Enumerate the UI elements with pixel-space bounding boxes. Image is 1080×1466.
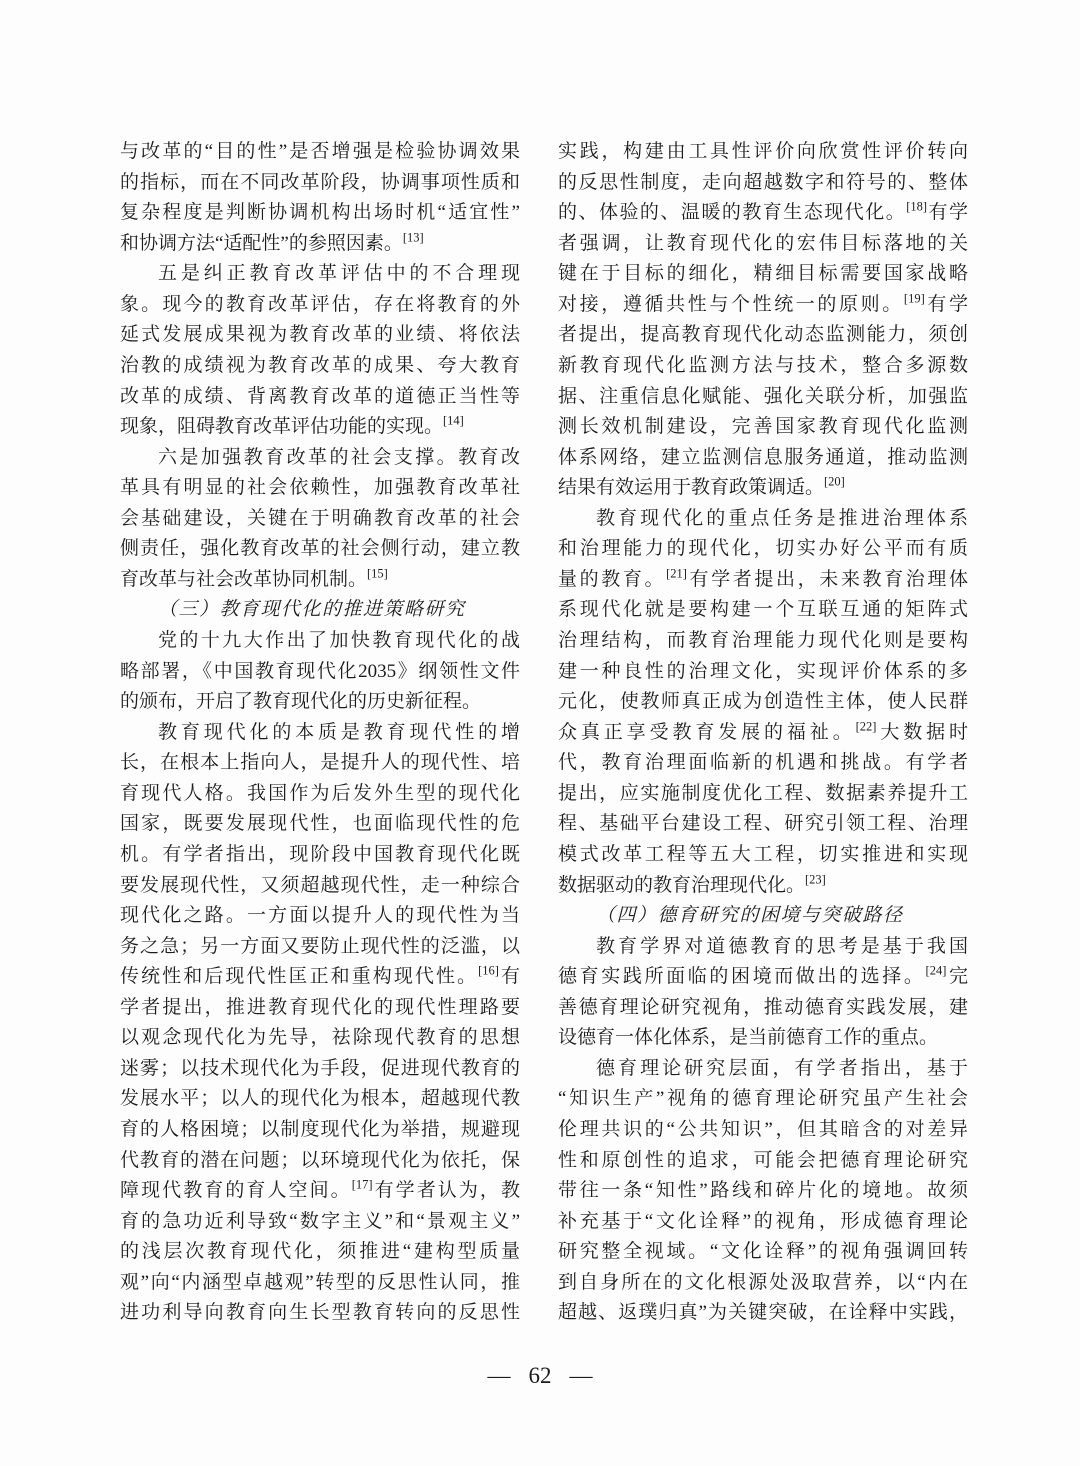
text-line: 机。有学者指出，现阶段中国教育现代化既 xyxy=(120,843,520,865)
text-line: 学者提出，推进教育现代化的现代性理路要 xyxy=(120,996,520,1018)
text-line: 和协调方法“适配性”的参照因素。[13] xyxy=(120,230,424,254)
text-line: 革具有明显的社会依赖性，加强教育改革社 xyxy=(120,477,520,499)
text-line: 治教的成绩视为教育改革的成果、夸大教育 xyxy=(120,354,520,376)
page-footer xyxy=(0,1363,1080,1389)
text-line: 复杂程度是判断协调机构出场时机“适宜性” xyxy=(120,202,520,224)
text-line: 设德育一体化体系，是当前德育工作的重点。 xyxy=(558,1027,939,1049)
text-line: 育的人格困境；以制度现代化为举措，规避现 xyxy=(120,1119,520,1140)
text-line: 教育学界对道德教育的思考是基于我国 xyxy=(596,935,968,957)
text-line: 测长效机制建设，完善国家教育现代化监测 xyxy=(558,416,968,438)
footer-right-dash: — xyxy=(569,1363,593,1388)
text-line: 传统性和后现代性匡正和重构现代性。[16]有 xyxy=(120,963,520,988)
text-line: 现代化之路。一方面以提升人的现代性为当 xyxy=(120,905,520,927)
text-line: 以观念现代化为先导，祛除现代教育的思想 xyxy=(120,1027,520,1049)
text-line: 量的教育。[21]有学者提出，未来教育治理体 xyxy=(558,566,968,590)
text-line: 发展水平；以人的现代化为根本，超越现代教 xyxy=(120,1088,520,1110)
text-line: 德育实践所面临的困境而做出的选择。[24]完 xyxy=(558,963,968,988)
citation-ref: [23] xyxy=(805,872,826,887)
page-number: 62 xyxy=(528,1363,552,1388)
text-line: 观”向“内涵型卓越观”转型的反思性认同，推 xyxy=(120,1271,520,1293)
citation-ref: [17] xyxy=(351,1177,373,1192)
text-line: 育现代人格。我国作为后发外生型的现代化 xyxy=(120,782,520,804)
text-line: 要发展现代性，又须超越现代性，走一种综合 xyxy=(120,874,520,896)
text-line: 结果有效运用于教育政策调适。[20] xyxy=(558,474,845,499)
text-line: 党的十九大作出了加快教育现代化的战 xyxy=(158,630,520,651)
text-line: 数据驱动的教育治理现代化。[23] xyxy=(558,872,826,896)
section-heading: （三）教育现代化的推进策略研究 xyxy=(158,599,466,621)
text-line: 据、注重信息化赋能、强化关联分析，加强监 xyxy=(558,385,968,407)
text-line: 现象，阻碍教育改革评估功能的实现。[14] xyxy=(120,413,464,438)
text-line: 治理结构，而教育治理能力现代化则是要构 xyxy=(558,630,968,651)
text-line: 延式发展成果视为教育改革的业绩、将依法 xyxy=(120,324,520,346)
text-line: 元化，使教师真正成为创造性主体，使人民群 xyxy=(558,691,968,713)
text-line: 到自身所在的文化根源处汲取营养，以“内在 xyxy=(558,1271,968,1293)
text-line: 侧责任，强化教育改革的社会侧行动，建立教 xyxy=(120,538,520,560)
text-line: 改革的成绩、背离教育改革的道德正当性等 xyxy=(120,385,520,407)
text-line: 键在于目标的细化，精细目标需要国家战略 xyxy=(558,263,968,285)
citation-ref: [16] xyxy=(478,963,499,978)
text-line: 的颁布，开启了教育现代化的历史新征程。 xyxy=(120,691,482,713)
text-line: 伦理共识的“公共知识”，但其暗含的对差异 xyxy=(558,1119,968,1140)
text-line: 实践，构建由工具性评价向欣赏性评价转向 xyxy=(558,141,968,162)
footer-left-dash: — xyxy=(487,1363,511,1388)
citation-ref: [14] xyxy=(443,413,464,428)
right-column xyxy=(558,137,968,1329)
text-line: 补充基于“文化诠释”的视角，形成德育理论 xyxy=(558,1210,968,1232)
text-line: 教育现代化的本质是教育现代性的增 xyxy=(158,721,520,743)
text-line: 者提出，提高教育现代化动态监测能力，须创 xyxy=(558,324,968,346)
citation-ref: [21] xyxy=(666,566,687,581)
text-line: 建一种良性的治理文化，实现评价体系的多 xyxy=(558,660,968,682)
citation-ref: [20] xyxy=(824,474,845,489)
text-line: 教育现代化的重点任务是推进治理体系 xyxy=(596,507,968,529)
text-line: 性和原创性的追求，可能会把德育理论研究 xyxy=(558,1149,968,1171)
text-line: 系现代化就是要构建一个互联互通的矩阵式 xyxy=(558,599,968,621)
text-line: 象。现今的教育改革评估，存在将教育的外 xyxy=(120,293,520,315)
citation-ref: [18] xyxy=(906,199,928,214)
text-line: 研究整全视域。“文化诠释”的视角强调回转 xyxy=(558,1241,968,1263)
text-line: 进功利导向教育向生长型教育转向的反思性 xyxy=(120,1302,520,1324)
text-line: 长，在根本上指向人，是提升人的现代性、培 xyxy=(120,752,520,774)
text-line: 与改革的“目的性”是否增强是检验协调效果 xyxy=(120,141,520,162)
text-line: 体系网络，建立监测信息服务通道，推动监测 xyxy=(558,446,968,468)
section-heading: （四）德育研究的困境与突破路径 xyxy=(596,905,904,927)
text-columns xyxy=(120,137,968,1329)
text-line: 德育理论研究层面，有学者指出，基于 xyxy=(596,1057,968,1079)
text-line: 五是纠正教育改革评估中的不合理现 xyxy=(158,263,520,285)
text-line: 程、基础平台建设工程、研究引领工程、治理 xyxy=(558,813,968,835)
left-column xyxy=(120,137,520,1329)
text-line: 提出，应实施制度优化工程、数据素养提升工 xyxy=(558,782,968,804)
text-line: 代教育的潜在问题；以环境现代化为依托，保 xyxy=(120,1149,520,1171)
text-line: 国家，既要发展现代性，也面临现代性的危 xyxy=(120,813,520,835)
citation-ref: [13] xyxy=(402,230,424,245)
citation-ref: [19] xyxy=(903,291,925,306)
text-line: 模式改革工程等五大工程，切实推进和实现 xyxy=(558,843,968,865)
text-line: 新教育现代化监测方法与技术，整合多源数 xyxy=(558,354,968,376)
text-line: 超越、返璞归真”为关键突破，在诠释中实践， xyxy=(558,1302,968,1324)
citation-ref: [24] xyxy=(925,963,947,978)
text-line: 会基础建设，关键在于明确教育改革的社会 xyxy=(120,507,520,529)
text-line: 众真正享受教育发展的福祉。[22]大数据时 xyxy=(558,719,968,743)
text-line: 善德育理论研究视角，推动德育实践发展，建 xyxy=(558,996,968,1018)
text-line: 的反思性制度，走向超越数字和符号的、整体 xyxy=(558,171,968,193)
text-line: 略部署，《中国教育现代化2035》纲领性文件 xyxy=(120,660,520,682)
text-line: 者强调，让教育现代化的宏伟目标落地的关 xyxy=(558,232,968,254)
text-line: 障现代教育的育人空间。[17]有学者认为，教 xyxy=(120,1177,520,1202)
text-line: 的指标，而在不同改革阶段，协调事项性质和 xyxy=(120,171,520,193)
text-line: 育的急功近利导致“数字主义”和“景观主义” xyxy=(120,1210,520,1232)
text-line: 务之急；另一方面又要防止现代性的泛滥，以 xyxy=(120,935,520,957)
text-line: 带往一条“知性”路线和碎片化的境地。故须 xyxy=(558,1180,968,1202)
text-line: 六是加强教育改革的社会支撑。教育改 xyxy=(158,446,520,468)
text-line: “知识生产”视角的德育理论研究虽产生社会 xyxy=(558,1088,968,1110)
text-line: 代，教育治理面临新的机遇和挑战。有学者 xyxy=(558,752,968,774)
text-line: 的、体验的、温暖的教育生态现代化。[18]有学 xyxy=(558,199,968,224)
text-line: 的浅层次教育现代化，须推进“建构型质量 xyxy=(120,1241,520,1263)
citation-ref: [22] xyxy=(855,719,877,734)
text-line: 和治理能力的现代化，切实办好公平而有质 xyxy=(558,538,968,560)
text-line: 育改革与社会改革协同机制。[15] xyxy=(120,566,388,590)
citation-ref: [15] xyxy=(367,566,388,581)
text-line: 对接，遵循共性与个性统一的原则。[19]有学 xyxy=(558,291,968,315)
text-line: 迷雾；以技术现代化为手段，促进现代教育的 xyxy=(120,1057,520,1079)
